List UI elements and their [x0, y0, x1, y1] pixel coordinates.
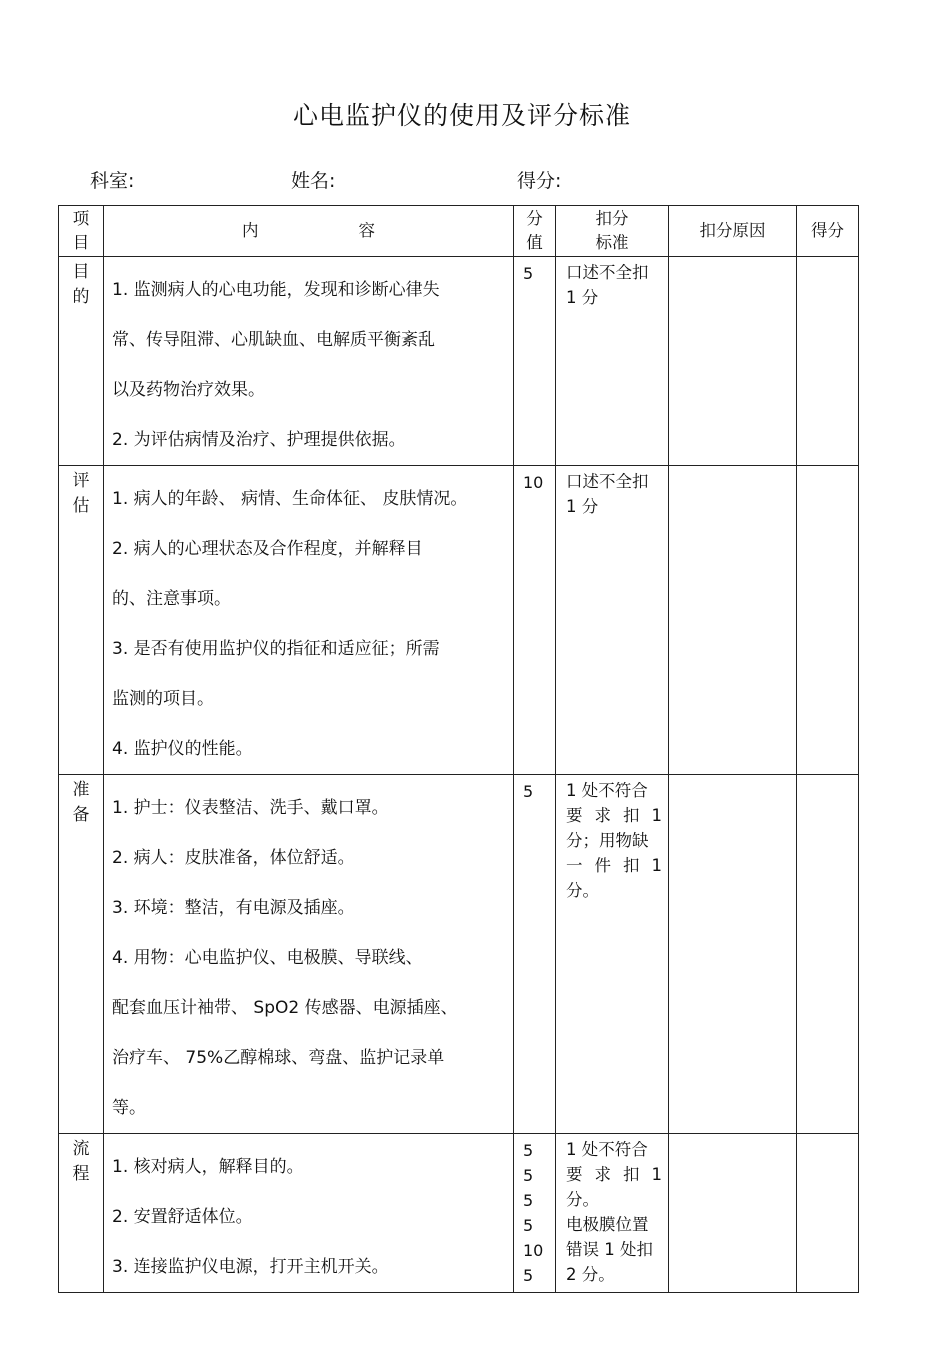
header-points: 分 值	[514, 206, 556, 257]
points-cell: 5	[514, 775, 556, 1134]
category-cell: 流 程	[59, 1134, 104, 1293]
content-cell: 1. 病人的年龄、 病情、生命体征、 皮肤情况。 2. 病人的心理状态及合作程度，并解释目 的、注意事项。 3. 是否有使用监护仪的指征和适应征；所需 监测的项目。 4. 监护仪的性能。	[104, 466, 514, 775]
category-cell: 目 的	[59, 257, 104, 466]
header-content: 内 容	[104, 206, 514, 257]
score-cell[interactable]	[797, 466, 859, 775]
score-label: 得分:	[517, 170, 562, 192]
table-row	[59, 466, 859, 775]
header-item: 项 目	[59, 206, 104, 257]
points-cell: 5	[514, 257, 556, 466]
points-cell: 10	[514, 466, 556, 775]
name-label: 姓名:	[291, 170, 336, 192]
header-row	[59, 206, 859, 257]
table-row	[59, 1134, 859, 1293]
table-row	[59, 257, 859, 466]
score-cell[interactable]	[797, 775, 859, 1134]
content-cell: 1. 核对病人，解释目的。 2. 安置舒适体位。 3. 连接监护仪电源，打开主机开关。	[104, 1134, 514, 1293]
department-label: 科室:	[90, 170, 135, 192]
category-cell: 准 备	[59, 775, 104, 1134]
category-cell: 评 估	[59, 466, 104, 775]
criteria-cell: 口述不全扣 1 分	[556, 466, 669, 775]
criteria-cell: 1 处不符合 要 求 扣 1 分。 电极膜位置 错误 1 处扣 2 分。	[556, 1134, 669, 1293]
scoring-table	[58, 205, 859, 1293]
reason-cell[interactable]	[669, 466, 797, 775]
header-score: 得分	[797, 206, 859, 257]
score-cell[interactable]	[797, 1134, 859, 1293]
content-cell: 1. 护士：仪表整洁、洗手、戴口罩。 2. 病人：皮肤准备，体位舒适。 3. 环境：整洁，有电源及插座。 4. 用物：心电监护仪、电极膜、导联线、 配套血压计袖带、 SpO2 传感器、电源插座、 治疗车、 75%乙醇棉球、弯盘、监护记录单 等。	[104, 775, 514, 1134]
reason-cell[interactable]	[669, 1134, 797, 1293]
reason-cell[interactable]	[669, 775, 797, 1134]
reason-cell[interactable]	[669, 257, 797, 466]
header-reason: 扣分原因	[669, 206, 797, 257]
score-cell[interactable]	[797, 257, 859, 466]
criteria-cell: 口述不全扣 1 分	[556, 257, 669, 466]
document-title: 心电监护仪的使用及评分标准	[292, 101, 631, 130]
points-cell: 5 5 5 5 10 5	[514, 1134, 556, 1293]
content-cell: 1. 监测病人的心电功能，发现和诊断心律失 常、传导阻滞、心肌缺血、电解质平衡紊乱 以及药物治疗效果。 2. 为评估病情及治疗、护理提供依据。	[104, 257, 514, 466]
criteria-cell: 1 处不符合 要 求 扣 1 分；用物缺 一 件 扣 1 分。	[556, 775, 669, 1134]
header-criteria: 扣分 标准	[556, 206, 669, 257]
table-row	[59, 775, 859, 1134]
